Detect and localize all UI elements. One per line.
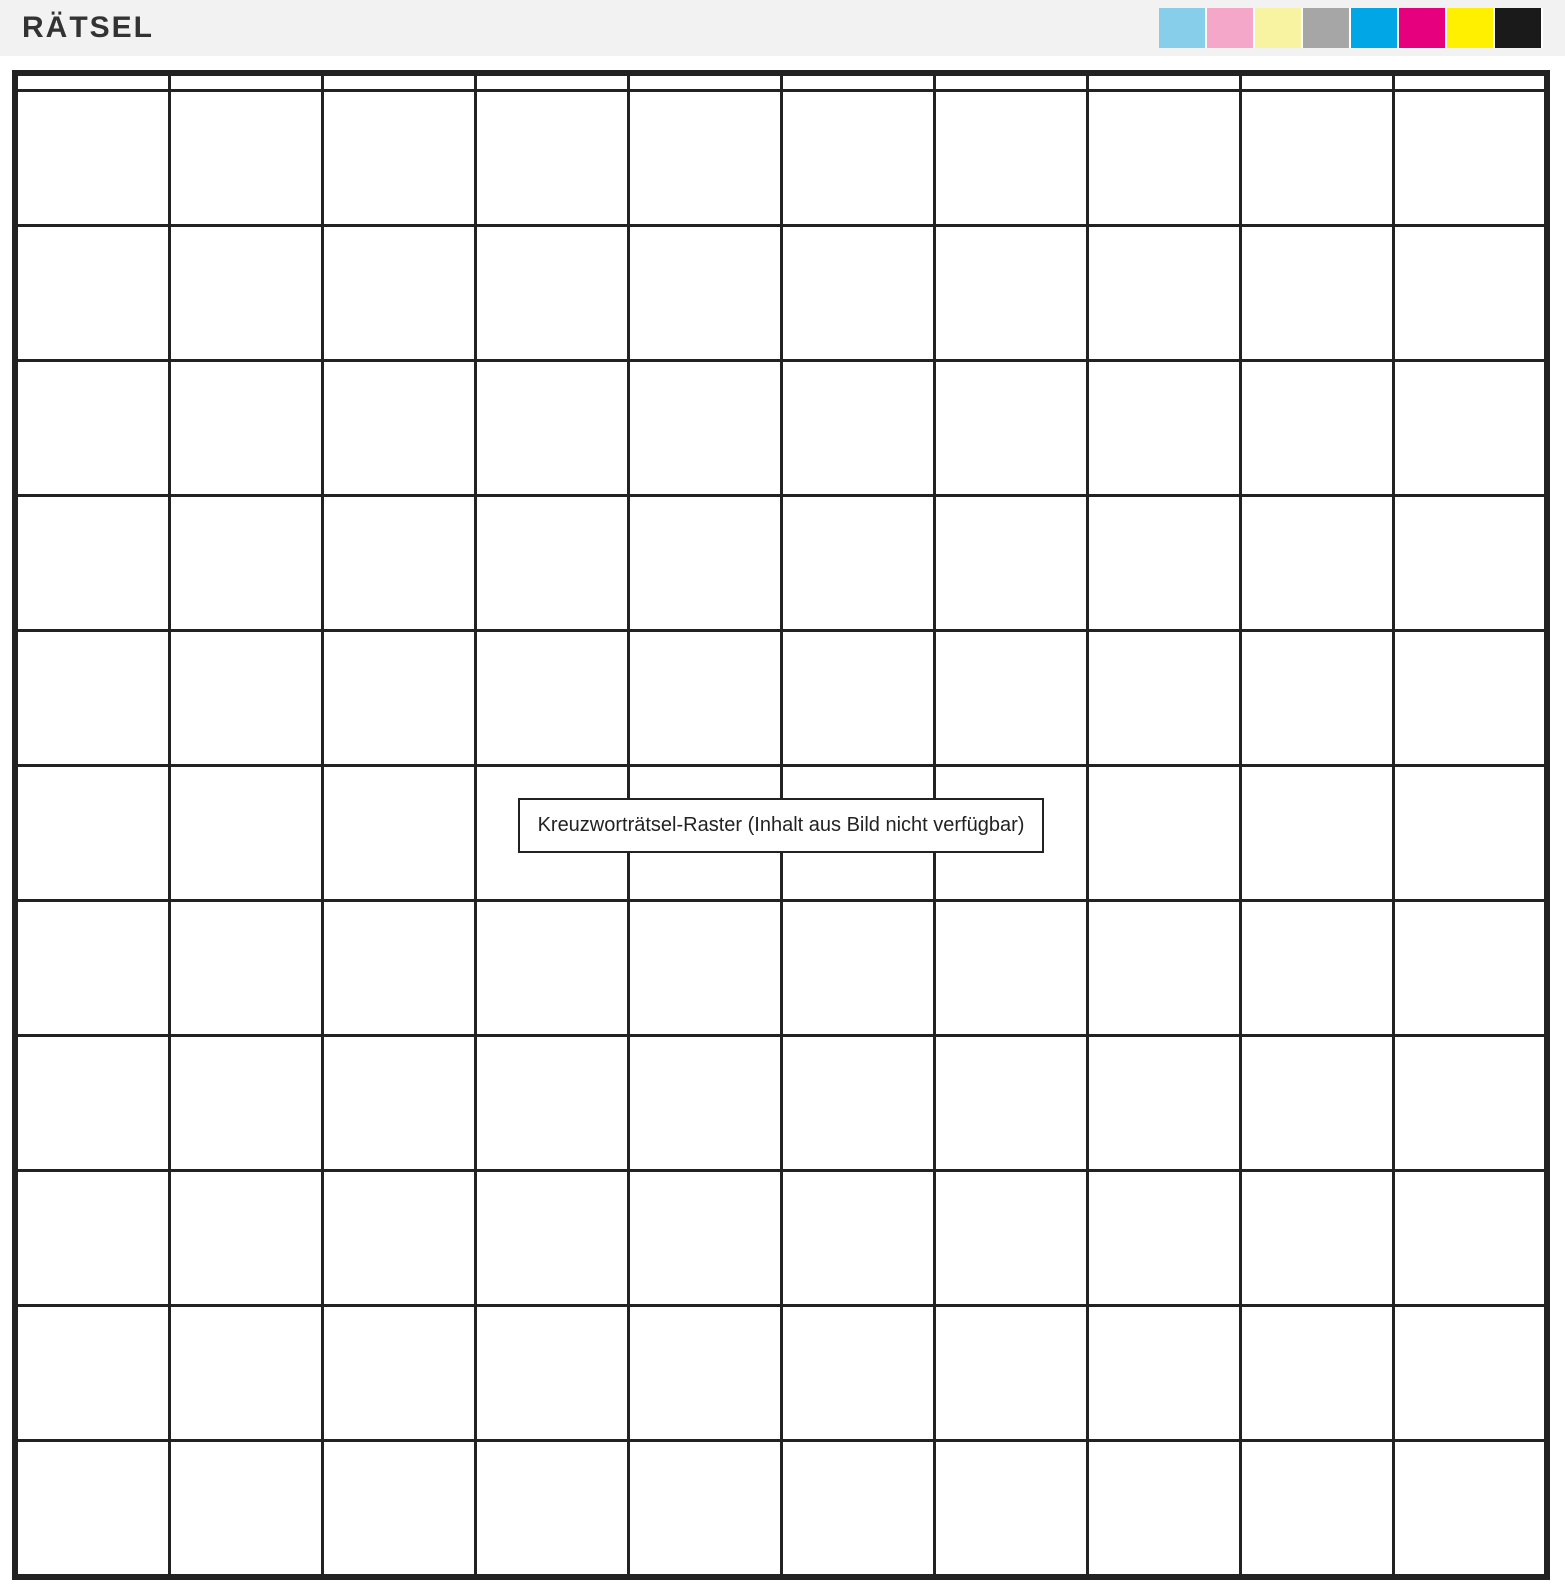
- color-swatches: [1159, 8, 1543, 48]
- color-swatch: [1159, 8, 1207, 48]
- color-swatch: [1399, 8, 1447, 48]
- color-swatch: [1303, 8, 1351, 48]
- color-swatch: [1447, 8, 1495, 48]
- top-bar: [0, 0, 1565, 56]
- color-swatch: [1255, 8, 1303, 48]
- crossword-grid: [12, 70, 1550, 1580]
- page-title: RÄTSEL: [22, 11, 154, 44]
- placeholder-note: Kreuzworträtsel-Raster (Inhalt aus Bild nicht verfügbar): [518, 798, 1045, 853]
- color-swatch: [1207, 8, 1255, 48]
- grid-stub: [18, 76, 1544, 1574]
- color-swatch: [1495, 8, 1543, 48]
- color-swatch: [1351, 8, 1399, 48]
